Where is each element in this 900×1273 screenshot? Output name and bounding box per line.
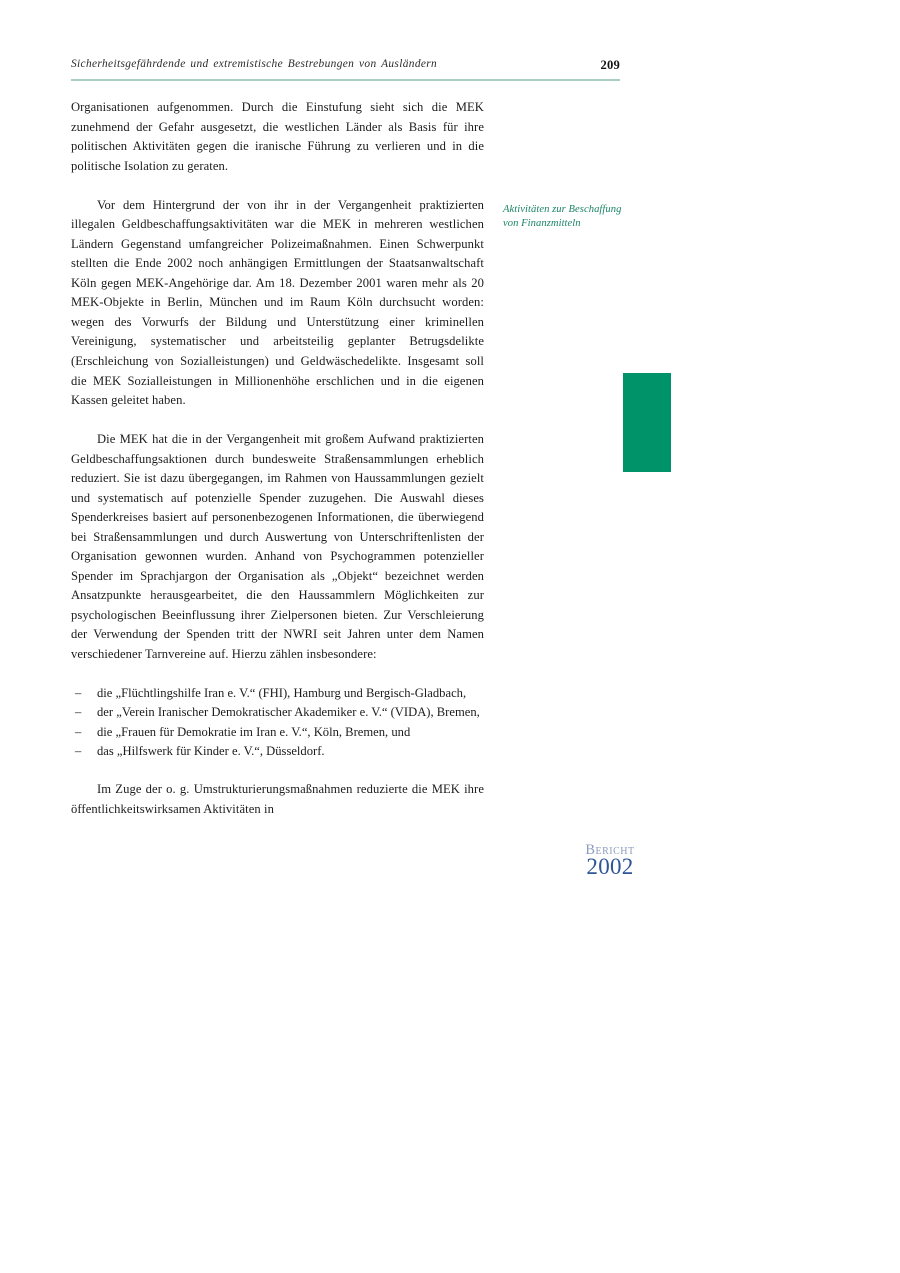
list-spacer-bottom: [71, 762, 484, 780]
list-item: [71, 684, 484, 704]
paragraph-2: Vor dem Hintergrund der von ihr in der Vergangenheit praktizierten illegalen Geldbeschaffungsaktivitäten war die MEK in mehreren westlichen Ländern Gegenstand umfangreicher Polizeimaßnahmen. Einen Schwerpunkt stellten die Ende 2002 noch anhängigen Ermittlungen der Staatsanwaltschaft Köln gegen MEK-Angehörige dar. Am 18. Dezember 2001 waren mehr als 20 MEK-Objekte in Berlin, München und im Raum Köln durchsucht worden: wegen des Vorwurfs der Bildung und Unterstützung einer kriminellen Vereinigung, systematischer und arbeitsteilig geplanter Betrugsdelikte (Erschleichung von Sozialleistungen) und Geldwäschedelikte. Insgesamt soll die MEK Sozialleistungen in Millionenhöhe erschlichen und in die eigenen Kassen geleitet haben.: [71, 197, 484, 408]
paragraph-spacer: [71, 411, 484, 430]
list-bullet-dash-icon: –: [75, 705, 82, 720]
running-head: [71, 58, 620, 80]
report-logo-word: Bericht: [585, 842, 635, 858]
list-item: [71, 723, 484, 743]
list-item-label: die „Flüchtlingshilfe Iran e. V.“ (FHI), Hamburg und Bergisch-Gladbach,: [97, 685, 467, 700]
header-rule: [71, 79, 620, 81]
list-item: [71, 742, 484, 762]
paragraph-1: Organisationen aufgenommen. Durch die Einstufung sieht sich die MEK zunehmend der Gefahr ausgesetzt, die westlichen Länder als Basis für ihre politischen Aktivitäten gegen die iranische Führung zu verlieren und in die politische Isolation zu geraten.: [71, 100, 484, 173]
report-logo: [575, 843, 645, 878]
paragraph-spacer: [71, 176, 484, 195]
list-item-label: der „Verein Iranischer Demokratischer Akademiker e. V.“ (VIDA), Bremen,: [97, 705, 480, 720]
paragraph-4: Im Zuge der o. g. Umstrukturierungsmaßnahmen reduzierte die MEK ihre öffentlichkeitswirksamen Aktivitäten in: [71, 782, 484, 816]
tarnvereine-list: [71, 684, 484, 762]
main-text-column: [71, 98, 484, 819]
paragraph-3: Die MEK hat die in der Vergangenheit mit großem Aufwand praktizierten Geldbeschaffungsaktionen durch bundesweite Straßensammlungen erheblich reduziert. Sie ist dazu übergegangen, im Rahmen von Haussammlungen gezielt und systematisch auf potenzielle Spender zuzugehen. Die Auswahl dieses Spenderkreises basiert auf personenbezogenen Informationen, die überwiegend bei Straßensammlungen und durch Auswertung von Unterschriftenlisten der Organisation gewonnen wurden. Anhand von Psychogrammen potenzieller Spender im Sprachjargon der Organisation als „Objekt“ bezeichnet werden Ansatzpunkte herausgearbeitet, die den Haussammlern Möglichkeiten zur psychologischen Beeinflussung ihrer Zielpersonen bieten. Zur Verschleierung der Verwendung der Spenden tritt der NWRI seit Jahren unter dem Namen verschiedener Tarnvereine auf. Hierzu zählen insbesondere:: [71, 431, 484, 661]
margin-note: Aktivitäten zur Beschaffung von Finanzmitteln: [503, 204, 622, 230]
list-bullet-dash-icon: –: [75, 744, 82, 759]
page-number: 209: [600, 58, 620, 72]
running-head-title: Sicherheitsgefährdende und extremistische Bestrebungen von Ausländern: [71, 58, 438, 70]
list-bullet-dash-icon: –: [75, 724, 82, 739]
list-item-label: die „Frauen für Demokratie im Iran e. V.“, Köln, Bremen, und: [97, 724, 411, 739]
list-bullet-dash-icon: –: [75, 685, 82, 700]
list-item-label: das „Hilfswerk für Kinder e. V.“, Düsseldorf.: [97, 744, 325, 759]
list-item: [71, 703, 484, 723]
report-logo-year: 2002: [586, 854, 634, 880]
green-decorative-block: [623, 373, 671, 472]
list-spacer-top: [71, 665, 484, 684]
